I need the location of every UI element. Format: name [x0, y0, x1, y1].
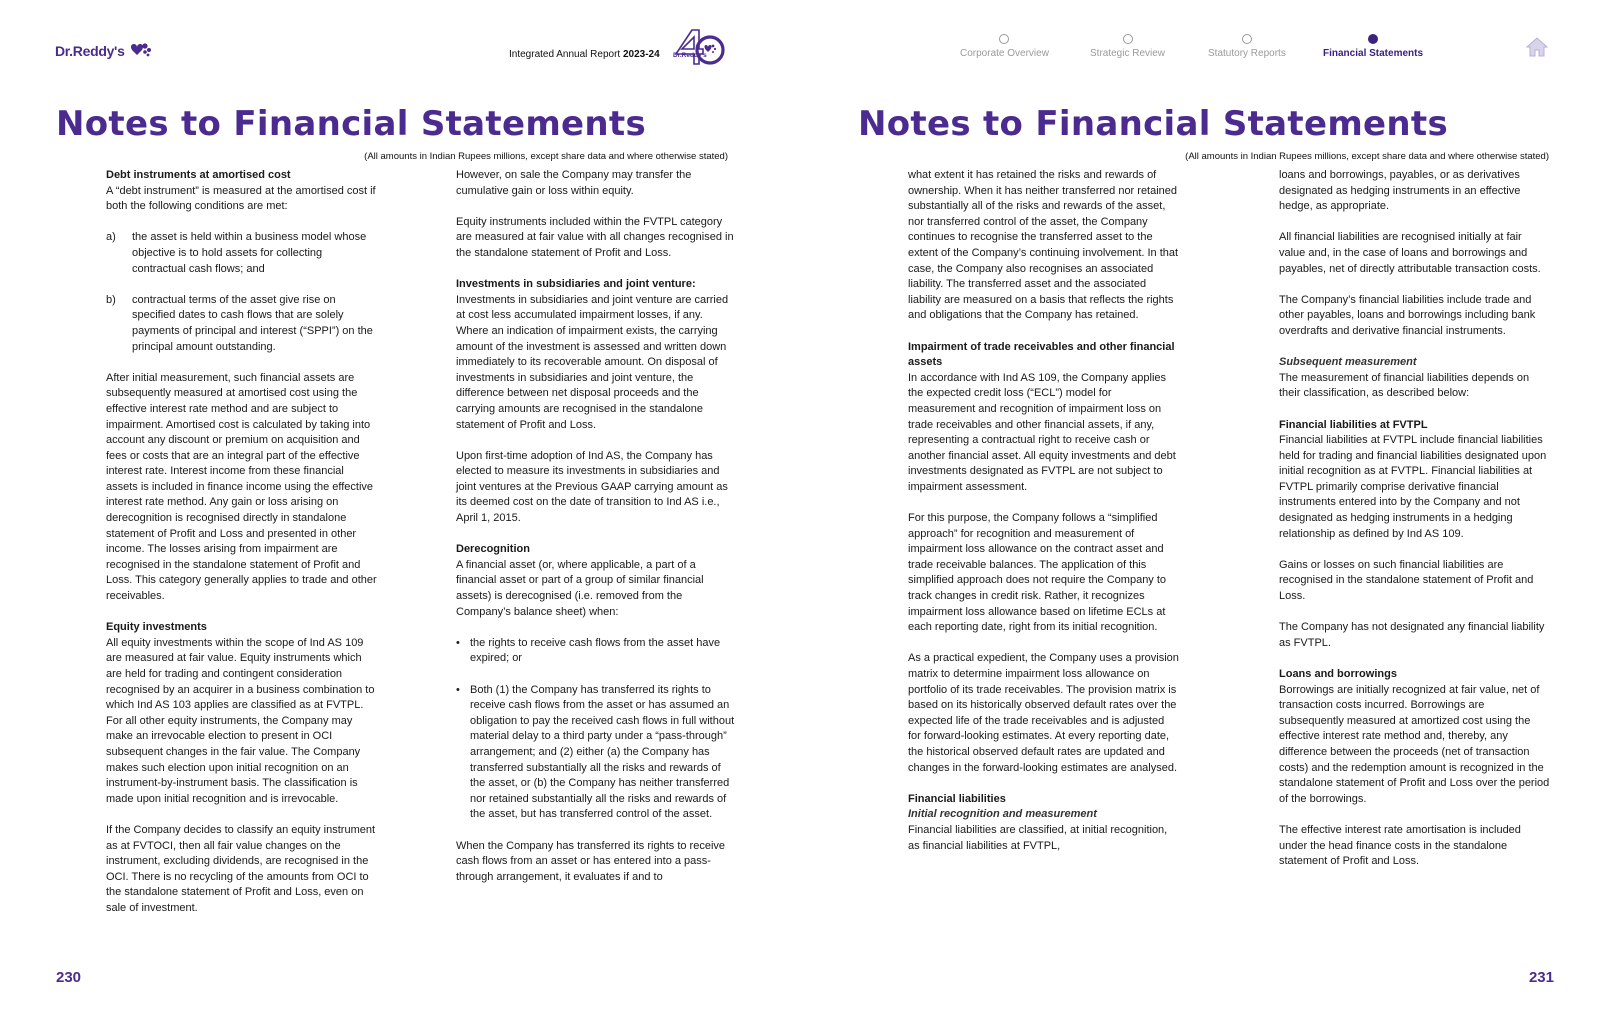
- section-heading: Equity investments: [106, 621, 207, 634]
- section-heading: Financial liabilities at FVTPL: [1279, 418, 1428, 431]
- section-heading: Derecognition: [456, 543, 530, 556]
- paragraph: As a practical expedient, the Company uses a provision matrix to determine impairment loss allowance on portfolio of its trade receivables. The provision matrix is based on its historically observed default rates over the expected life of the trade receivables and is adjusted for forward-looking estimates. At every reporting date, the historical observed default rates are updated and changes in the forward-looking estimates are analysed.: [908, 652, 1179, 774]
- bullet-marker: •: [456, 683, 460, 696]
- paragraph: Financial liabilities at FVTPL include financial liabilities held for trading and financial liabilities designated upon initial recognition as at FVTPL. Financial liabilities at FVTPL primarily comprise derivative financial instruments entered into by the Company and not designated as hedging instruments in a hedging relationship as defined by Ind AS 109.: [1279, 434, 1547, 540]
- nav-strategic-review[interactable]: [1090, 34, 1165, 59]
- paragraph: Upon first-time adoption of Ind AS, the Company has elected to measure its investments in subsidiaries and joint ventures at the Previous GAAP carrying amount as its deemed cost on the date of transition to Ind AS i.e., April 1, 2015.: [456, 449, 728, 525]
- paragraph: The effective interest rate amortisation is included under the head finance costs in the standalone statement of Profit and Loss.: [1279, 823, 1521, 868]
- nav-dot: [1368, 34, 1378, 44]
- bullet-marker: •: [456, 636, 460, 649]
- page-number: 231: [1528, 969, 1554, 986]
- page-number: 230: [56, 969, 82, 986]
- list-item: [106, 230, 378, 277]
- section-heading: Loans and borrowings: [1279, 668, 1397, 680]
- nav-statutory-reports[interactable]: [1208, 34, 1286, 59]
- paragraph: However, on sale the Company may transfer the cumulative gain or loss within equity.: [456, 169, 692, 197]
- report-title-text: Integrated Annual Report: [509, 49, 623, 60]
- 40-years-badge-icon: [672, 26, 728, 70]
- section-heading: Impairment of trade receivables and other financial assets: [908, 340, 1175, 369]
- bullet-text: the rights to receive cash flows from the asset have expired; or: [470, 636, 721, 665]
- paragraph: For this purpose, the Company follows a “simplified approach” for recognition and measurement of impairment loss allowance on the contract asset and trade receivable balances. The application of this simplified approach does not require the Company to track changes in credit risk. Rather, it recognizes impairment loss allowance based on lifetime ECLs at each reporting date, right from its initial recognition.: [908, 512, 1167, 634]
- section-heading: Financial liabilities: [908, 792, 1006, 805]
- paragraph: The measurement of financial liabilities depends on their classification, as described below:: [1279, 371, 1530, 400]
- list-item: [106, 293, 378, 355]
- text-column: [1279, 168, 1551, 885]
- nav-dot: [1123, 34, 1133, 44]
- paragraph: In accordance with Ind AS 109, the Company applies the expected credit loss (“ECL”) model for measurement and recognition of impairment loss on trade receivables and other financial assets, if any, representing a contractual right to receive cash or another financial asset. All equity investments and debt investments designated as FVTPL are not subject to impairment assessment.: [908, 371, 1176, 493]
- text-column: [908, 168, 1180, 870]
- list-marker: b): [106, 293, 116, 306]
- report-title: [509, 49, 660, 60]
- subsection-heading: Initial recognition and measurement: [908, 808, 1097, 821]
- bullet-item: [456, 683, 736, 823]
- paragraph: If the Company decides to classify an equity instrument as at FVTOCI, then all fair value changes on the instrument, excluding dividends, are recognised in the OCI. There is no recycling of the amounts from OCI to the standalone statement of Profit and Loss, even on sale of investment.: [106, 823, 376, 914]
- paragraph: A “debt instrument” is measured at the amortised cost if both the following conditions are met:: [106, 184, 376, 213]
- amounts-note: (All amounts in Indian Rupees millions, except share data and where otherwise stated): [1185, 151, 1549, 162]
- nav-dot: [1242, 34, 1252, 44]
- paragraph: All equity investments within the scope of Ind AS 109 are measured at fair value. Equity instruments which are held for trading and contingent consideration recognised by an acquirer in a business combination to which Ind AS 103 applies are classified as at FVTPL. For all other equity instruments, the Company may make an irrevocable election to present in OCI subsequent changes in the fair value. The Company makes such election upon initial recognition on an instrument-by-instrument basis. The classification is made upon initial recognition and is irrevocable.: [106, 636, 375, 805]
- bullet-item: [456, 636, 736, 667]
- paragraph: Gains or losses on such financial liabilities are recognised in the standalone statement of Profit and Loss.: [1279, 558, 1534, 603]
- nav-label: Financial Statements: [1323, 48, 1424, 59]
- paragraph: All financial liabilities are recognised initially at fair value and, in the case of loans and borrowings and payables, net of directly attributable transaction costs.: [1279, 231, 1541, 275]
- nav-dot: [999, 34, 1009, 44]
- nav-label: Statutory Reports: [1208, 48, 1286, 59]
- badge-brand-text: Dr.Reddy's: [673, 52, 707, 59]
- paragraph: Investments in subsidiaries and joint venture are carried at cost less accumulated impairment losses, if any. Where an indication of impairment exists, the carrying amount of the investment is assessed and written down immediately to its recoverable amount. On disposal of investments in subsidiaries and joint venture, the difference between net disposal proceeds and the carrying amounts are recognised in the standalone statement of Profit and Loss.: [456, 293, 729, 431]
- paragraph: When the Company has transferred its rights to receive cash flows from an asset or has entered into a pass-through arrangement, it evaluates if and to: [456, 839, 726, 883]
- page-title: Notes to Financial Statements: [56, 104, 647, 144]
- nav-corporate-overview[interactable]: [960, 34, 1049, 59]
- right-page: [800, 0, 1600, 1011]
- text-column: [106, 168, 378, 932]
- logo-text: Dr.Reddy's: [55, 43, 125, 59]
- paragraph: loans and borrowings, payables, or as derivatives designated as hedging instruments in an effective hedge, as appropriate.: [1279, 169, 1521, 213]
- paragraph: Borrowings are initially recognized at fair value, net of transaction costs incurred. Borrowings are subsequently measured at amortized cost using the effective interest rate method and, thereby, any difference between the proceeds (net of transaction costs) and the redemption amount is recognized in the standalone statement of Profit and Loss over the period of the borrowings.: [1279, 683, 1550, 805]
- page-title: Notes to Financial Statements: [858, 104, 1449, 144]
- list-item-text: the asset is held within a business model whose objective is to hold assets for collecting contractual cash flows; and: [132, 231, 367, 275]
- home-icon[interactable]: [1525, 36, 1549, 58]
- nav-financial-statements[interactable]: [1323, 34, 1423, 59]
- section-heading: Debt instruments at amortised cost: [106, 169, 291, 181]
- text-column: [456, 168, 736, 901]
- bullet-text: Both (1) the Company has transferred its rights to receive cash flows from the asset or has assumed an obligation to pay the received cash flows in full without material delay to a third party under a “pass-through” arrangement; and (2) either (a) the Company has transferred substantially all the risks and rewards of the asset, or (b) the Company has neither transferred nor retained substantially all the risks and rewards of the asset, but has transferred control of the asset.: [470, 683, 735, 821]
- report-year: 2023-24: [622, 49, 660, 60]
- paragraph: Equity instruments included within the FVTPL category are measured at fair value with all changes recognised in the standalone statement of Profit and Loss.: [456, 215, 734, 259]
- dr-reddys-logo[interactable]: [55, 40, 152, 62]
- section-heading: Investments in subsidiaries and joint venture:: [456, 278, 696, 291]
- paragraph: The Company has not designated any financial liability as FVTPL.: [1279, 621, 1545, 649]
- nav-label: Corporate Overview: [960, 48, 1049, 59]
- paragraph: After initial measurement, such financial assets are subsequently measured at amortised cost using the effective interest rate method and are subject to impairment. Amortised cost is calculated by taking into account any discount or premium on acquisition and fees or costs that are an integral part of the effective interest rate. Interest income from these financial assets is included in finance income using the effective interest rate method. Any gain or loss arising on derecognition is recognised directly in standalone statement of Profit and Loss and presented in other income. The losses arising from impairment are recognised in the standalone statement of Profit and Loss. This category generally applies to trade and other receivables.: [106, 371, 377, 603]
- paragraph: A financial asset (or, where applicable, a part of a financial asset or part of a group of similar financial assets) is derecognised (i.e. removed from the Company’s balance sheet) when:: [456, 558, 704, 618]
- list-marker: a): [106, 231, 116, 244]
- amounts-note: (All amounts in Indian Rupees millions, except share data and where otherwise stated): [364, 151, 728, 162]
- subsection-heading: Subsequent measurement: [1279, 356, 1417, 369]
- list-item-text: contractual terms of the asset give rise on specified dates to cash flows that are solely payments of principal and interest (“SPPI”) on the principal amount outstanding.: [132, 293, 373, 353]
- paragraph: Financial liabilities are classified, at initial recognition, as financial liabilities at FVTPL,: [908, 823, 1168, 852]
- paragraph: what extent it has retained the risks and rewards of ownership. When it has neither transferred nor retained substantially all of the risks and rewards of the asset, nor transferred control of the asset, the Company continues to recognise the transferred asset to the extent of the Company’s continuing involvement. In that case, the Company also recognises an associated liability. The transferred asset and the associated liability are measured on a basis that reflects the rights and obligations that the Company has retained.: [908, 169, 1179, 322]
- nav-label: Strategic Review: [1090, 48, 1166, 59]
- paragraph: The Company’s financial liabilities include trade and other payables, loans and borrowings including bank overdrafts and derivative financial instruments.: [1279, 293, 1536, 337]
- logo-heart-icon: [128, 40, 152, 62]
